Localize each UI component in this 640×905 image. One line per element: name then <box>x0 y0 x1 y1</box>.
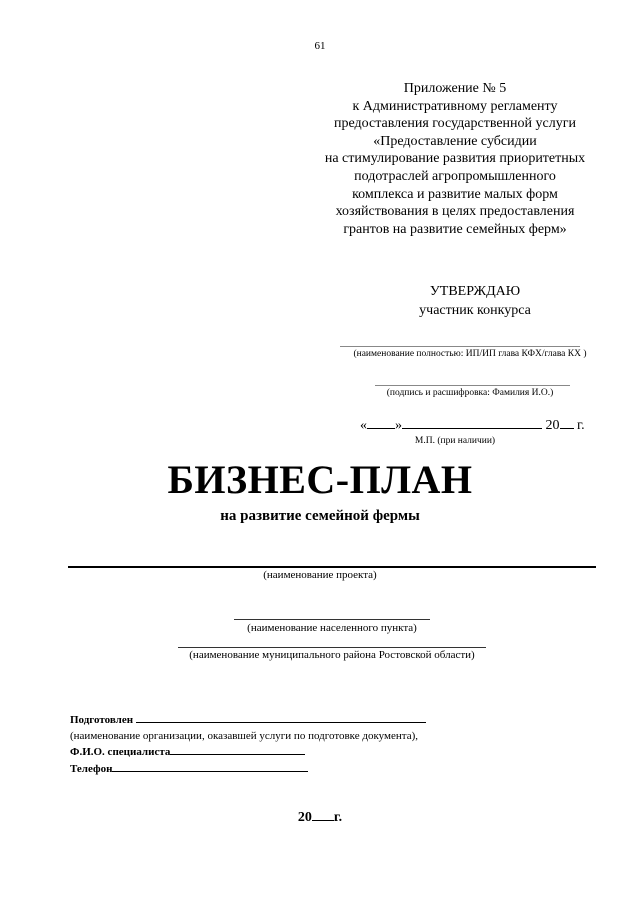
appendix-line: «Предоставление субсидии <box>373 133 537 149</box>
appendix-block <box>300 80 610 238</box>
year-suffix: г. <box>577 418 585 433</box>
signature-line <box>375 385 570 386</box>
prepared-label: Подготовлен <box>70 714 134 726</box>
approval-block <box>380 282 570 320</box>
specialist-label: Ф.И.О. специалиста <box>70 746 171 758</box>
approval-date <box>360 418 585 434</box>
date-close-quote: » <box>395 418 402 433</box>
year-blank <box>560 418 574 429</box>
appendix-line: Приложение № 5 <box>403 81 507 96</box>
project-line <box>68 566 596 568</box>
appendix-line: к Административному регламенту <box>352 98 558 114</box>
prepared-blank <box>136 712 426 723</box>
prepared-row <box>70 712 520 729</box>
page-number: 61 <box>314 40 326 52</box>
org-caption: (наименование организации, оказавшей услуги по подготовке документа), <box>70 729 418 742</box>
appendix-line: предоставления государственной услуги <box>334 116 576 132</box>
name-line <box>340 346 580 347</box>
appendix-line: грантов на развитие семейных ферм» <box>343 221 567 237</box>
footer-year-suffix: г. <box>333 810 343 825</box>
footer-year-blank <box>312 810 334 821</box>
district-line <box>178 647 486 648</box>
district-caption: (наименование муниципального района Ростовской области) <box>189 649 475 661</box>
phone-blank <box>112 761 308 772</box>
approval-subtitle: участник конкурса <box>419 303 531 318</box>
settlement-caption: (наименование населенного пункта) <box>247 622 417 634</box>
phone-row <box>70 761 520 778</box>
phone-label: Телефон <box>70 762 113 775</box>
appendix-line: комплекса и развитие малых форм <box>352 186 558 202</box>
document-subtitle: на развитие семейной фермы <box>220 508 420 524</box>
project-caption: (наименование проекта) <box>263 569 377 581</box>
signature-caption: (подпись и расшифровка: Фамилия И.О.) <box>386 388 554 398</box>
prepared-block <box>70 712 520 777</box>
footer-year-prefix: 20 <box>297 810 312 825</box>
footer-year <box>0 810 640 826</box>
specialist-blank <box>170 744 305 755</box>
date-open-quote: « <box>360 418 367 433</box>
stamp-caption: М.П. (при наличии) <box>414 436 496 446</box>
specialist-row <box>70 744 520 761</box>
month-blank <box>402 418 542 429</box>
year-prefix: 20 <box>545 418 560 433</box>
appendix-line: подотраслей агропромышленного <box>354 168 556 184</box>
appendix-line: хозяйствования в целях предоставления <box>335 204 575 220</box>
document-title: БИЗНЕС-ПЛАН <box>167 457 473 502</box>
approval-title: УТВЕРЖДАЮ <box>429 284 521 299</box>
appendix-line: на стимулирование развития приоритетных <box>324 151 586 167</box>
name-caption: (наименование полностью: ИП/ИП глава КФХ/глава КХ ) <box>353 349 587 359</box>
day-blank <box>367 418 395 429</box>
settlement-line <box>234 619 430 620</box>
